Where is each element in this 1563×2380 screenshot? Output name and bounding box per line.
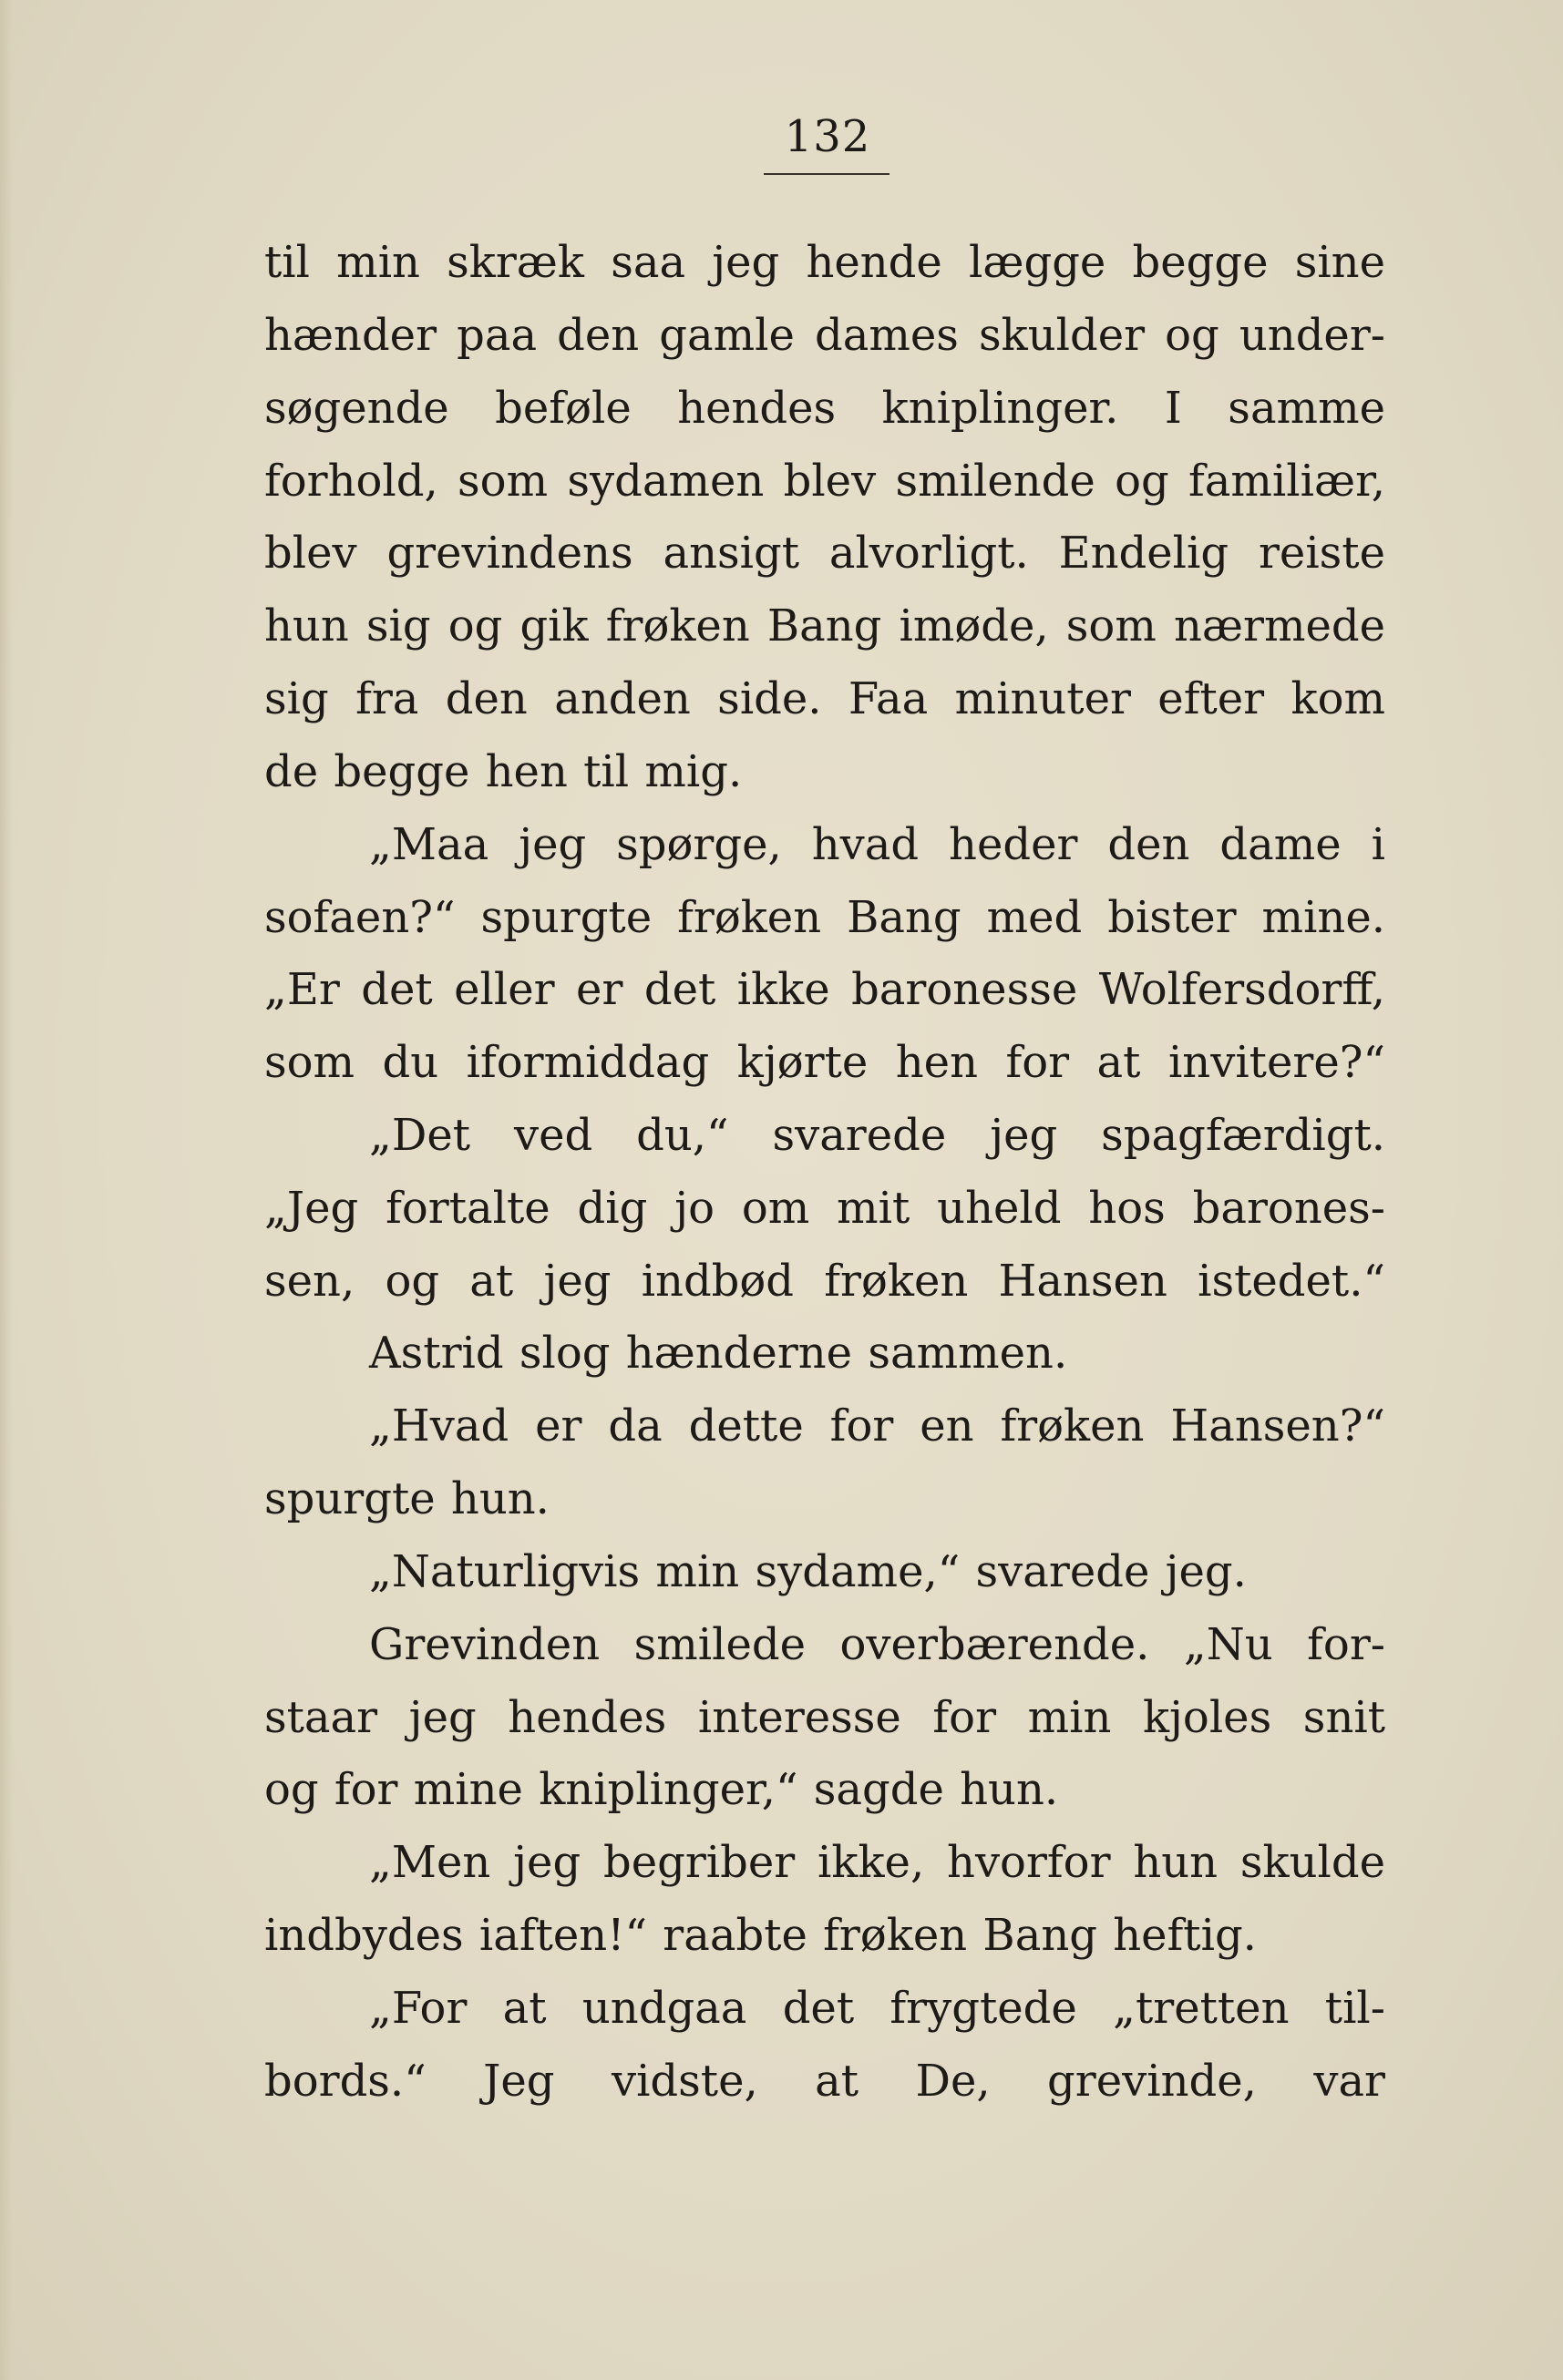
- text-line: „Men jeg begriber ikke, hvorfor hun skulde: [369, 1837, 1385, 1888]
- text-line: hænder paa den gamle dames skulder og under-: [264, 310, 1385, 361]
- text-line: som du iformiddag kjørte hen for at invitere?“: [264, 1037, 1385, 1088]
- text-line: sig fra den anden side. Faa minuter efter kom: [264, 673, 1385, 724]
- page-number-rule: [764, 173, 889, 175]
- text-line: Astrid slog hænderne sammen.: [369, 1328, 1068, 1379]
- text-line: „Er det eller er det ikke baronesse Wolfersdorff,: [264, 964, 1385, 1015]
- text-line: „Naturligvis min sydame,“ svarede jeg.: [369, 1546, 1247, 1597]
- text-line: sofaen?“ spurgte frøken Bang med bister mine.: [264, 892, 1385, 943]
- text-line: „Det ved du,“ svarede jeg spagfærdigt.: [369, 1110, 1385, 1161]
- page-number: 132: [784, 111, 871, 162]
- text-line: til min skræk saa jeg hende lægge begge sine: [264, 237, 1385, 288]
- text-line: „For at undgaa det frygtede „tretten til-: [369, 1983, 1385, 2034]
- text-line: forhold, som sydamen blev smilende og familiær,: [264, 456, 1385, 507]
- text-line: blev grevindens ansigt alvorligt. Endelig reiste: [264, 528, 1385, 579]
- text-line: spurgte hun.: [264, 1473, 550, 1524]
- text-line: hun sig og gik frøken Bang imøde, som nærmede: [264, 600, 1385, 651]
- text-line: de begge hen til mig.: [264, 746, 743, 797]
- page-edge-shadow: [0, 0, 13, 2380]
- text-line: „Maa jeg spørge, hvad heder den dame i: [369, 819, 1385, 870]
- text-line: „Hvad er da dette for en frøken Hansen?“: [369, 1400, 1385, 1452]
- text-line: og for mine kniplinger,“ sagde hun.: [264, 1764, 1059, 1815]
- text-line: bords.“ Jeg vidste, at De, grevinde, var: [264, 2056, 1385, 2107]
- text-line: staar jeg hendes interesse for min kjoles snit: [264, 1692, 1385, 1743]
- text-line: Grevinden smilede overbærende. „Nu for-: [369, 1619, 1385, 1670]
- text-line: sen, og at jeg indbød frøken Hansen istedet.“: [264, 1256, 1385, 1307]
- text-line: indbydes iaften!“ raabte frøken Bang heftig.: [264, 1910, 1257, 1961]
- text-line: søgende beføle hendes kniplinger. I samme: [264, 383, 1385, 434]
- text-line: „Jeg fortalte dig jo om mit uheld hos barones-: [264, 1183, 1385, 1234]
